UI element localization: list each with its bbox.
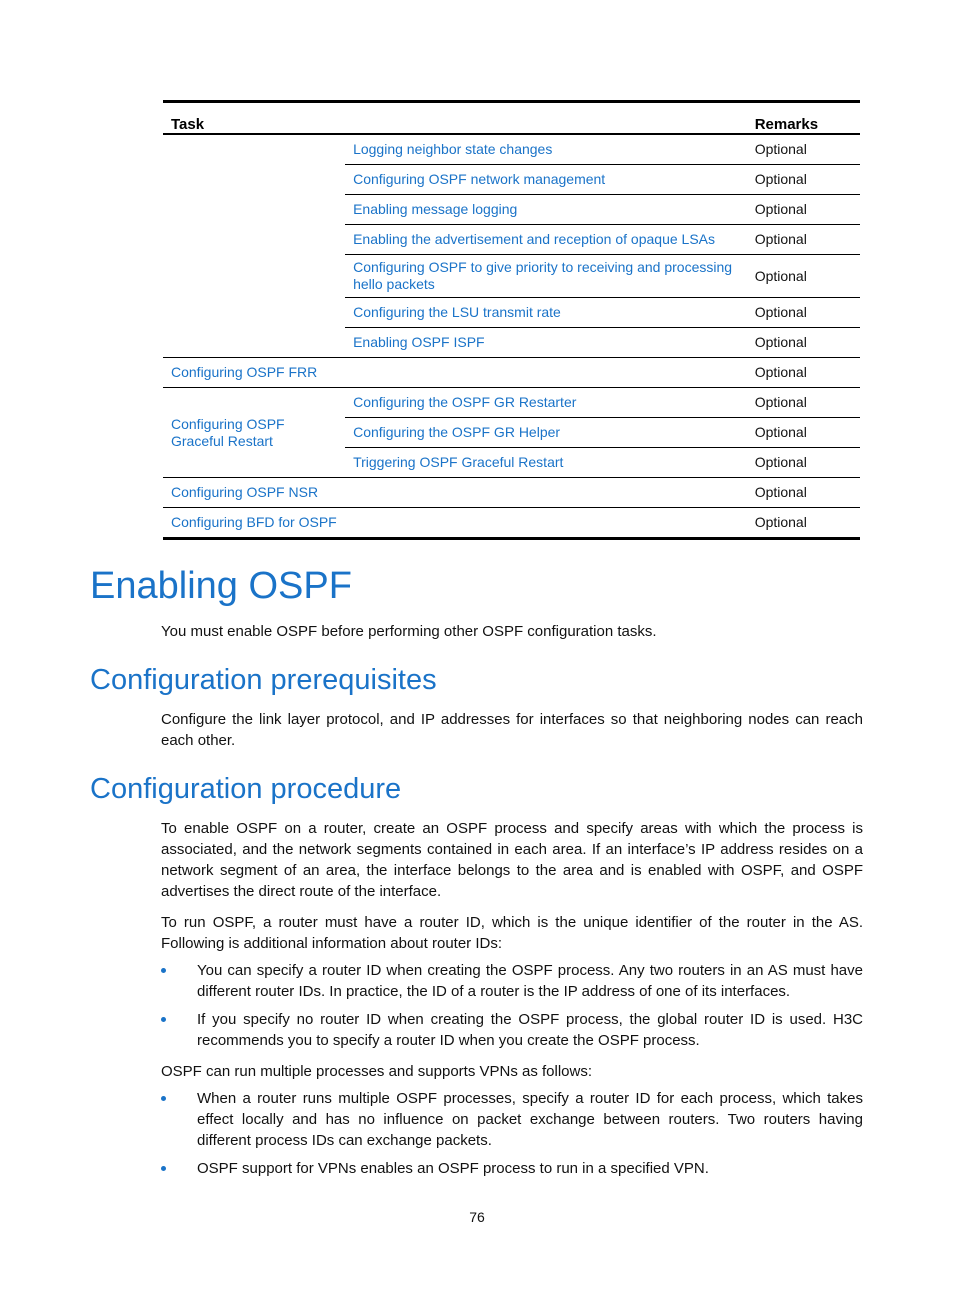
table-row [163,388,860,418]
list-item [161,1009,863,1051]
table-header-row [163,102,860,135]
remark-cell: Optional [747,358,860,388]
subtask-link[interactable]: Configuring the OSPF GR Helper [345,418,747,448]
remark-cell: Optional [747,298,860,328]
remark-cell: Optional [747,478,860,508]
remark-cell: Optional [747,448,860,478]
header-task: Task [163,102,747,135]
task-link[interactable]: Configuring OSPF NSR [163,478,747,508]
remark-cell: Optional [747,195,860,225]
table-row [163,478,860,508]
subtask-link[interactable]: Enabling message logging [345,195,747,225]
list-item [161,1158,863,1179]
subtask-link[interactable]: Triggering OSPF Graceful Restart [345,448,747,478]
bullet-icon [161,1017,166,1022]
bullet-icon [161,1166,166,1171]
subtask-link[interactable]: Configuring the OSPF GR Restarter [345,388,747,418]
bullet-icon [161,1096,166,1101]
section-title: Enabling OSPF [90,565,352,607]
table-row [163,134,860,165]
section-intro: You must enable OSPF before performing other OSPF configuration tasks. [161,623,657,640]
remark-cell: Optional [747,134,860,165]
subtask-link[interactable]: Enabling OSPF ISPF [345,328,747,358]
procedure-title: Configuration procedure [90,773,402,805]
router-id-list [161,960,863,1058]
list-item [161,960,863,1002]
task-link[interactable]: Configuring OSPF FRR [163,358,747,388]
bullet-icon [161,968,166,973]
list-item-text: OSPF support for VPNs enables an OSPF process to run in a specified VPN. [197,1160,709,1177]
remark-cell: Optional [747,388,860,418]
list-item-text: If you specify no router ID when creating the OSPF process, the global router ID is used. H3C recommends you to specify a router ID when you create the OSPF process. [197,1011,863,1049]
list-item-text: When a router runs multiple OSPF processes, specify a router ID for each process, which takes effect locally and has no influence on packet exchange between routers. Two routers having different process IDs can exchange packets. [197,1090,863,1149]
subtask-link[interactable]: Logging neighbor state changes [345,134,747,165]
task-link[interactable]: Configuring OSPF Graceful Restart [163,388,345,478]
vpn-list [161,1088,863,1186]
list-item [161,1088,863,1151]
procedure-paragraph-3: OSPF can run multiple processes and supports VPNs as follows: [161,1063,593,1080]
prerequisites-text: Configure the link layer protocol, and IP addresses for interfaces so that neighboring nodes can reach each other. [161,711,863,749]
task-table [163,100,860,540]
subtask-link[interactable]: Configuring OSPF to give priority to receiving and processing hello packets [345,255,747,298]
procedure-paragraph-1: To enable OSPF on a router, create an OSPF process and specify areas with which the process is associated, and the network segments contained in each area. If an interface’s IP address resides on a network segment of an area, the interface belongs to the area and is enabled with OSPF, and OSPF advertises the direct route of the interface. [161,820,863,900]
remark-cell: Optional [747,225,860,255]
procedure-paragraph-2: To run OSPF, a router must have a router ID, which is the unique identifier of the router in the AS. Following is additional information about router IDs: [161,914,863,952]
subtask-link[interactable]: Configuring OSPF network management [345,165,747,195]
table-row [163,508,860,539]
header-remarks: Remarks [747,102,860,135]
remark-cell: Optional [747,328,860,358]
table-row [163,358,860,388]
list-item-text: You can specify a router ID when creating the OSPF process. Any two routers in an AS must have different router IDs. In practice, the ID of a router is the IP address of one of its interfaces. [197,962,863,1000]
page-number: 76 [469,1209,485,1225]
remark-cell: Optional [747,508,860,539]
remark-cell: Optional [747,418,860,448]
prerequisites-title: Configuration prerequisites [90,664,437,696]
remark-cell: Optional [747,165,860,195]
subtask-link[interactable]: Configuring the LSU transmit rate [345,298,747,328]
subtask-link[interactable]: Enabling the advertisement and reception of opaque LSAs [345,225,747,255]
task-cell-empty [163,134,345,358]
remark-cell: Optional [747,255,860,298]
task-link[interactable]: Configuring BFD for OSPF [163,508,747,539]
